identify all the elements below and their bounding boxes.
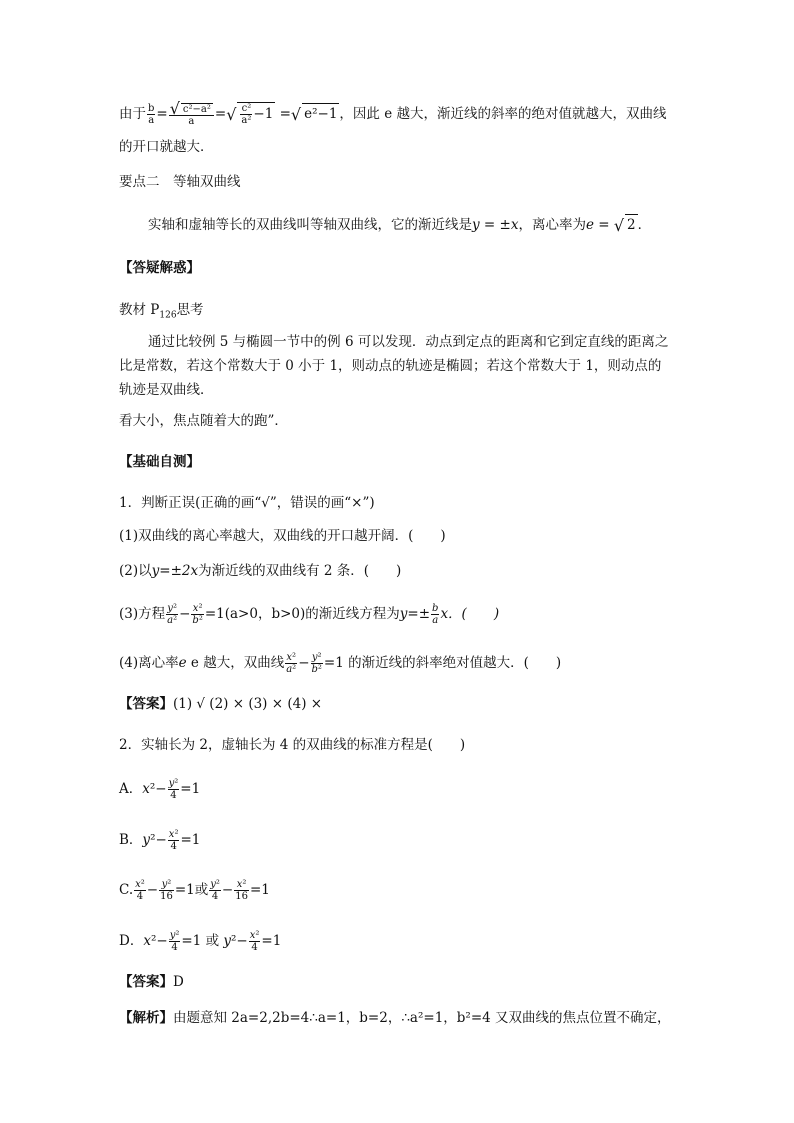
intro-suffix: ，因此 e 越大，渐近线的斜率的绝对值就越大，双曲线 (339, 106, 667, 122)
q2-answer: 【答案】D (119, 974, 184, 990)
q2-option-d: D．x²− $\frac{\text{y²}}{4}$ =1 或 y²− $\frac{\text{x²}}{4}$ =1 (119, 930, 282, 953)
qa-para-line-3: 轨迹是双曲线． (119, 382, 214, 398)
q1-stem: 1．判断正误(正确的画“√”，错误的画“×”) (119, 495, 375, 511)
section2-body: 实轴和虚轴等长的双曲线叫等轴双曲线，它的渐近线是y = ±x，离心率为e = √ 2 ． (148, 216, 652, 235)
section2-heading: 要点二 等轴双曲线 (119, 174, 241, 190)
q2-option-b: B．y²− $\frac{\text{x²}}{4}$ =1 (119, 829, 201, 852)
intro-line-1: 由于 $\frac{b}{a}$ = $\frac{\text{√ c²−a²}}{a}$ =√ $\frac{\text{c²}}{\text{a²}}$ −1 =√ e²−1 ，因此 e 越大，渐近线的斜率的绝对值就越大，双曲线 (119, 98, 667, 127)
q1-item-2: (2)以y=±2x为渐近线的双曲线有 2 条．( ) (119, 563, 402, 579)
qa-para-line-2: 比是常数，若这个常数大于 0 小于 1，则动点的轨迹是椭圆；若这个常数大于 1，则动点的 (119, 358, 662, 374)
frac-b-over-a: $\frac{b}{a}$ (148, 103, 155, 126)
selftest-heading: 【基础自测】 (119, 454, 200, 470)
q2-option-c: C. $\frac{\text{x²}}{4}$ − $\frac{\text{y²}}{16}$ =1或 $\frac{\text{y²}}{4}$ − $\frac{\text{x²}}{16}$ =1 (119, 879, 270, 902)
qa-heading: 【答疑解惑】 (119, 260, 200, 276)
q1-answer: 【答案】(1) √ (2) × (3) × (4) × (119, 696, 323, 712)
qa-para-line-1: 通过比较例 5 与椭圆一节中的例 6 可以发现．动点到定点的距离和它到定直线的距离之 (148, 334, 669, 350)
ecc-value: 2 (625, 214, 638, 235)
q1-item-3: (3)方程 $\frac{\text{y²}}{\text{a²}}$ − $\frac{\text{x²}}{\text{b²}}$ =1(a>0，b>0)的渐近线方程为y=± $\frac{b}{a}$ x．( ) (119, 603, 500, 626)
q1-item-4: (4)离心率e e 越大，双曲线 $\frac{\text{x²}}{\text{a²}}$ − $\frac{\text{y²}}{\text{b²}}$ =1 的渐近线的斜率绝对值越大．( ) (119, 652, 562, 675)
q2-option-a: A．x²− $\frac{\text{y²}}{4}$ =1 (119, 778, 201, 801)
eccentricity-eq: e = (585, 217, 614, 233)
q2-stem: 2．实轴长为 2，虚轴长为 4 的双曲线的标准方程是( ) (119, 737, 466, 753)
intro-line-2: 的开口就越大． (119, 139, 214, 155)
qa-note: 看大小，焦点随着大的跑”． (119, 413, 288, 429)
q2-explain: 【解析】由题意知 2a=2,2b=4∴a=1，b=2，∴a²=1，b²=4 又双曲线的焦点位置不确定， (119, 1010, 671, 1026)
intro-prefix: 由于 (119, 106, 146, 122)
asymptote-eq: y = ±x (472, 217, 519, 233)
q1-item-1: (1)双曲线的离心率越大，双曲线的开口越开阔．( ) (119, 528, 446, 544)
frac-sqrt-c2-a2-over-a: $\frac{\text{√ c²−a²}}{a}$ (169, 103, 214, 127)
qa-source: 教材 $P_{126}$思考 (119, 302, 204, 321)
